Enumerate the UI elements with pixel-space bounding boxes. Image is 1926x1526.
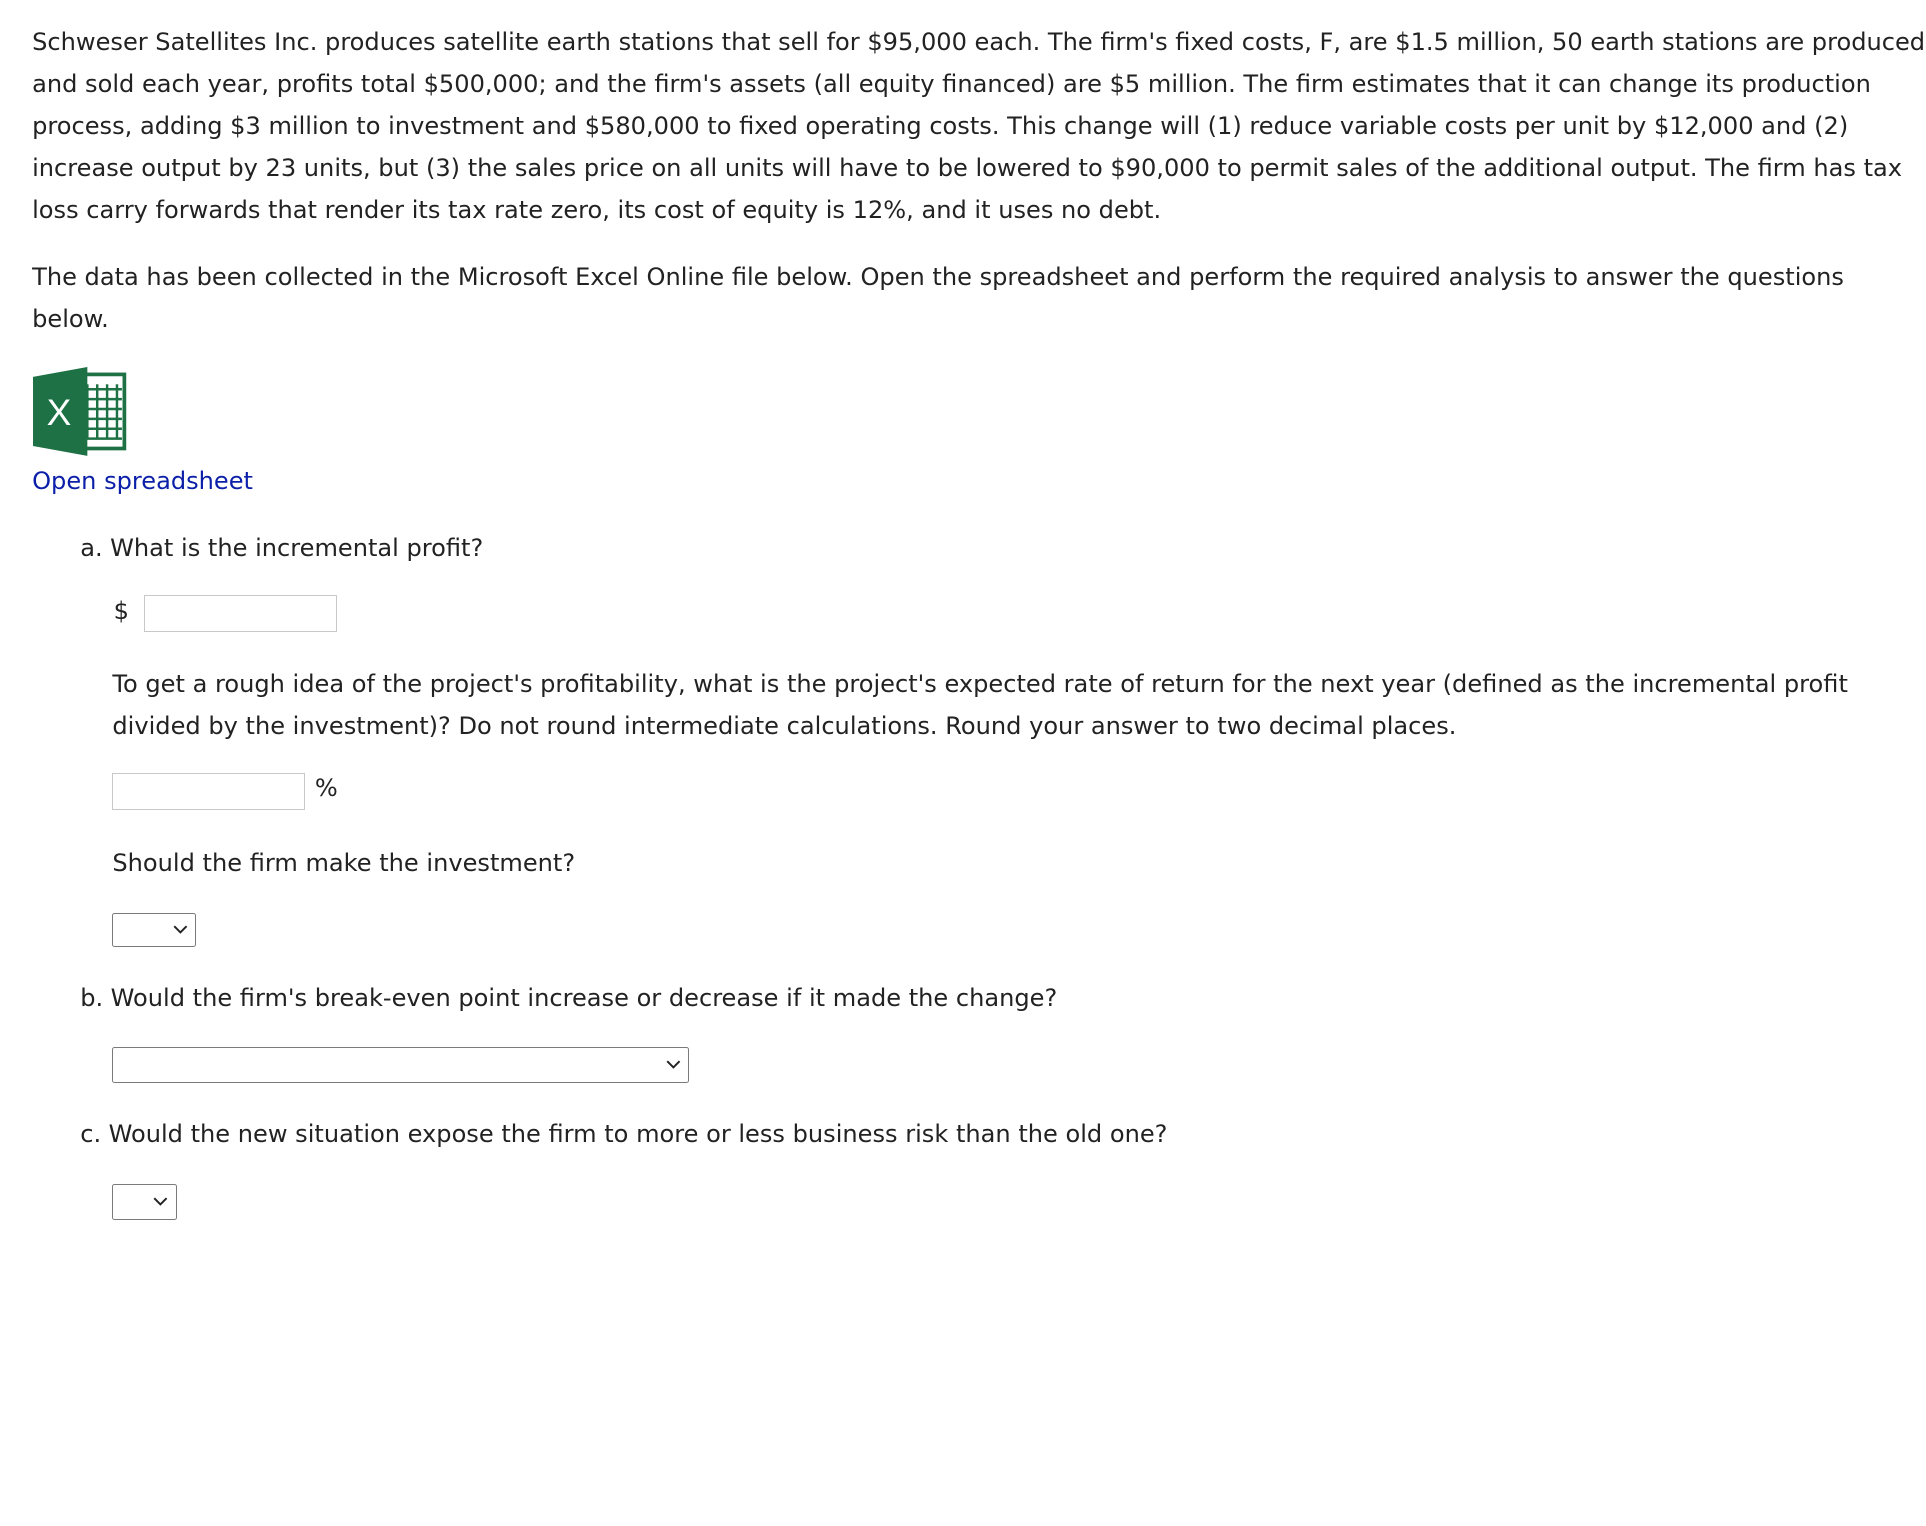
break-even-select[interactable] bbox=[112, 1047, 689, 1083]
rate-of-return-prompt: To get a rough idea of the project's profitability, what is the project's expected rate of return for the next year (defined as the incremental profit divided by the investment)? Do not round intermediate calculations. Round your answer to two decimal places. bbox=[112, 670, 1848, 741]
excel-icon-letter: X bbox=[46, 390, 72, 433]
question-b-text: Would the firm's break-even point increase or decrease if it made the change? bbox=[110, 984, 1058, 1013]
question-c bbox=[80, 1115, 1167, 1155]
question-b-letter: b. bbox=[80, 984, 104, 1013]
question-a-text: What is the incremental profit? bbox=[110, 533, 484, 562]
problem-statement: Schweser Satellites Inc. produces satellite earth stations that sell for $95,000 each. The firm's fixed costs, F, are $1.5 million, 50 earth stations are produced and sold each year, profits total $500,000; and the firm's assets (all equity financed) are $5 million. The firm estimates that it can change its production process, adding $3 million to investment and $580,000 to fixed operating costs. This change will (1) reduce variable costs per unit by $12,000 and (2) increase output by 23 units, but (3) the sales price on all units will have to be lowered to $90,000 to permit sales of the additional output. The firm has tax loss carry forwards that render its tax rate zero, its cost of equity is 12%, and it uses no debt. bbox=[32, 28, 1926, 225]
chevron-down-icon bbox=[153, 1197, 168, 1207]
instructions-text: The data has been collected in the Microsoft Excel Online file below. Open the spreadsheet and perform the required analysis to answer the questions below. bbox=[32, 262, 1844, 333]
chevron-down-icon bbox=[173, 925, 188, 935]
question-c-text: Would the new situation expose the firm to more or less business risk than the old one? bbox=[108, 1120, 1168, 1149]
open-spreadsheet-link[interactable]: Open spreadsheet bbox=[32, 466, 253, 495]
invest-decision-select[interactable] bbox=[112, 913, 196, 948]
chevron-down-icon bbox=[666, 1060, 681, 1070]
currency-symbol: $ bbox=[113, 596, 129, 625]
excel-icon[interactable] bbox=[33, 367, 127, 456]
percent-unit: % bbox=[314, 774, 338, 803]
question-b bbox=[80, 979, 1057, 1019]
question-c-letter: c. bbox=[80, 1120, 102, 1149]
investment-prompt: Should the firm make the investment? bbox=[112, 848, 576, 877]
question-a bbox=[80, 529, 483, 569]
business-risk-select[interactable] bbox=[112, 1184, 176, 1220]
question-a-letter: a. bbox=[80, 533, 103, 562]
rate-of-return-input[interactable] bbox=[112, 773, 305, 810]
incremental-profit-input[interactable] bbox=[144, 595, 337, 632]
